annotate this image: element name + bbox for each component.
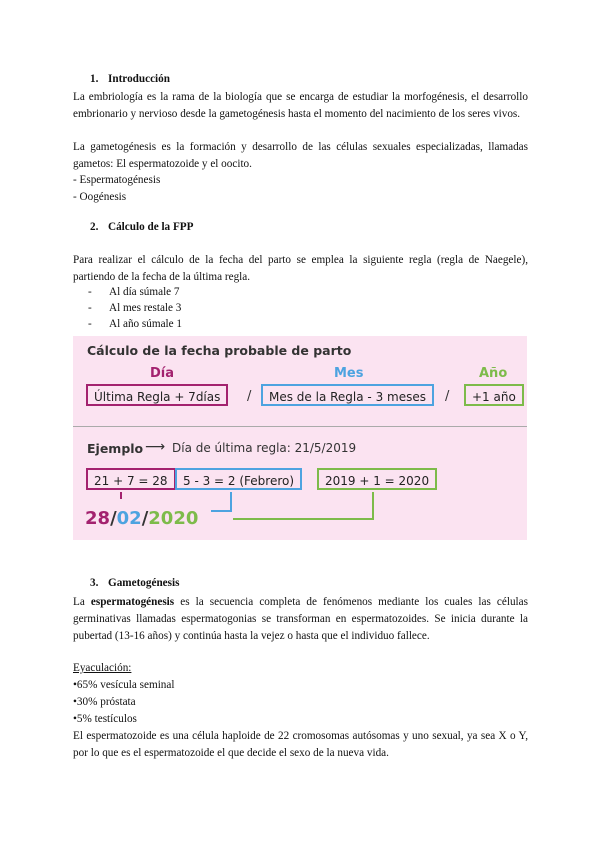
slash: / [445,389,450,404]
slash: / [247,389,252,404]
section-number: 3. [90,577,99,589]
section-title: Gametogénesis [108,577,180,589]
paragraph: El espermatozoide es una célula haploide de 22 cromosomas autósomas y uno sexual, ya sea X o Y, por lo que es el espermatozoide el que decide el sexo de la nueva vida. [73,730,528,759]
section-2-heading [90,221,193,233]
list-item: - Al día súmale 7 [88,286,180,298]
example-ano-box: 2019 + 1 = 2020 [317,468,437,490]
section-number: 1. [90,73,99,85]
connector-ano [233,492,373,519]
paragraph: Para realizar el cálculo de la fecha del parto se emplea la siguiente regla (regla de Naegele), partiendo de la fecha de la última regla. [73,254,528,283]
paragraph: La embriología es la rama de la biología que se encarga de estudiar la morfogénesis, el desarrollo embrionario y nervioso desde la gametogénesis hasta el momento del nacimiento de los seres vivos. [73,91,528,120]
section-1-heading [90,73,170,85]
example-label: Ejemplo [87,441,144,456]
section-title: Cálculo de la FPP [108,221,194,233]
connector-mes [211,492,231,511]
section-title: Introducción [108,73,170,85]
list-item: •30% próstata [73,696,136,708]
figure-title: Cálculo de la fecha probable de parto [87,343,352,358]
list-item: •5% testículos [73,713,137,725]
example-text: Día de última regla: 21/5/2019 [172,441,357,455]
label-ano: Año [479,366,508,381]
eyaculacion-title: Eyaculación: [73,662,132,674]
label-mes: Mes [334,366,364,381]
section-3-heading [90,577,179,589]
rule-mes-box: Mes de la Regla - 3 meses [261,384,434,406]
paragraph: La espermatogénesis es la secuencia completa de fenómenos mediante los cuales las células germinativas llamadas espermatogonias se transforman en espermatozoides. Se inicia durante la pubertad (13-16 años) y continúa hasta la vejez o hasta que el individuo fallece. [73,596,528,642]
list-item: - Al año súmale 1 [88,318,183,330]
rule-ano-box: +1 año [464,384,524,406]
list-item: - Al mes restale 3 [88,302,182,314]
section-number: 2. [90,221,99,233]
label-dia: Día [150,366,175,381]
arrow-right-icon: ⟶ [145,439,166,455]
list-item: •65% vesícula seminal [73,679,175,691]
rule-dia-box: Última Regla + 7días [86,384,228,406]
result-date: 28/02/2020 [85,508,199,529]
fpp-figure [73,336,527,540]
list-item: - Espermatogénesis [73,174,161,186]
list-item: - Oogénesis [73,191,127,203]
example-dia-box: 21 + 7 = 28 [86,468,176,490]
example-mes-box: 5 - 3 = 2 (Febrero) [175,468,302,490]
divider [73,426,527,427]
paragraph: La gametogénesis es la formación y desarrollo de las células sexuales especializadas, llamadas gametos: El espermatozoide y el oocito. [73,141,528,170]
